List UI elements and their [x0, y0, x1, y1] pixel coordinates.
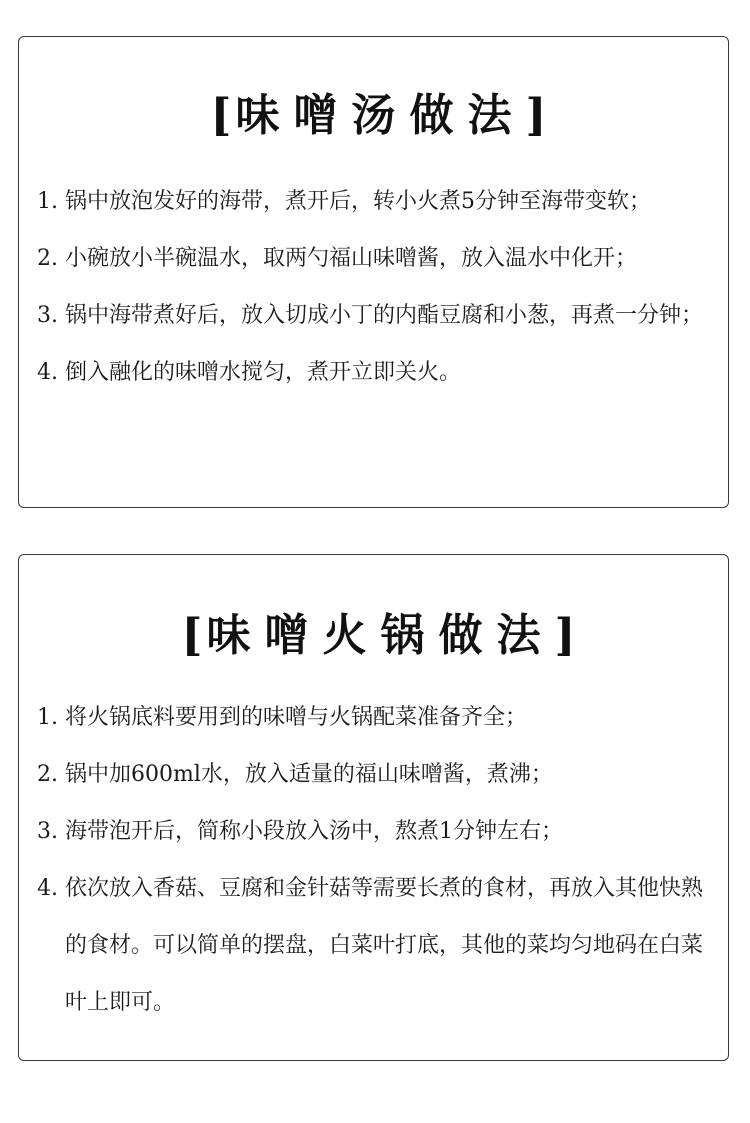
- step-number: 2.: [37, 246, 58, 271]
- miso-soup-steps: [37, 173, 712, 401]
- miso-hotpot-title: [19, 599, 728, 663]
- step-item: [37, 287, 712, 344]
- step-item: [37, 230, 712, 287]
- step-number: 4.: [37, 876, 58, 901]
- step-number: 3.: [37, 819, 58, 844]
- step-number: 4.: [37, 360, 58, 385]
- step-text: 小碗放小半碗温水，取两勺福山味噌酱，放入温水中化开；: [65, 246, 638, 271]
- step-text: 锅中海带煮好后，放入切成小丁的内酯豆腐和小葱，再煮一分钟；: [65, 303, 704, 328]
- title-text: 味噌火锅做法: [206, 610, 555, 661]
- step-number: 1.: [37, 189, 58, 214]
- title-close-bracket: ]: [525, 90, 551, 141]
- step-item: [37, 173, 712, 230]
- title-open-bracket: [: [181, 610, 207, 661]
- miso-hotpot-steps: [37, 689, 712, 1031]
- step-text: 倒入融化的味噌水搅匀，煮开立即关火。: [65, 360, 462, 385]
- step-text: 锅中放泡发好的海带，煮开后，转小火煮5分钟至海带变软；: [65, 189, 651, 214]
- title-close-bracket: ]: [554, 610, 580, 661]
- miso-soup-title: [19, 79, 728, 143]
- step-item: [37, 803, 712, 860]
- title-text: 味噌汤做法: [235, 90, 526, 141]
- title-open-bracket: [: [210, 90, 236, 141]
- step-item: [37, 746, 712, 803]
- step-item: [37, 689, 712, 746]
- miso-hotpot-card: [18, 554, 729, 1061]
- step-item: [37, 344, 712, 401]
- step-text: 将火锅底料要用到的味噌与火锅配菜准备齐全；: [65, 705, 528, 730]
- step-number: 3.: [37, 303, 58, 328]
- step-number: 1.: [37, 705, 58, 730]
- step-item: [37, 860, 712, 1031]
- step-text: 海带泡开后，简称小段放入汤中，熬煮1分钟左右；: [65, 819, 563, 844]
- miso-soup-card: [18, 36, 729, 508]
- step-text: 锅中加600ml水，放入适量的福山味噌酱，煮沸；: [65, 762, 553, 787]
- step-text: 依次放入香菇、豆腐和金针菇等需要长煮的食材，再放入其他快熟的食材。可以简单的摆盘，白菜叶打底，其他的菜均匀地码在白菜叶上即可。: [65, 876, 704, 1015]
- step-number: 2.: [37, 762, 58, 787]
